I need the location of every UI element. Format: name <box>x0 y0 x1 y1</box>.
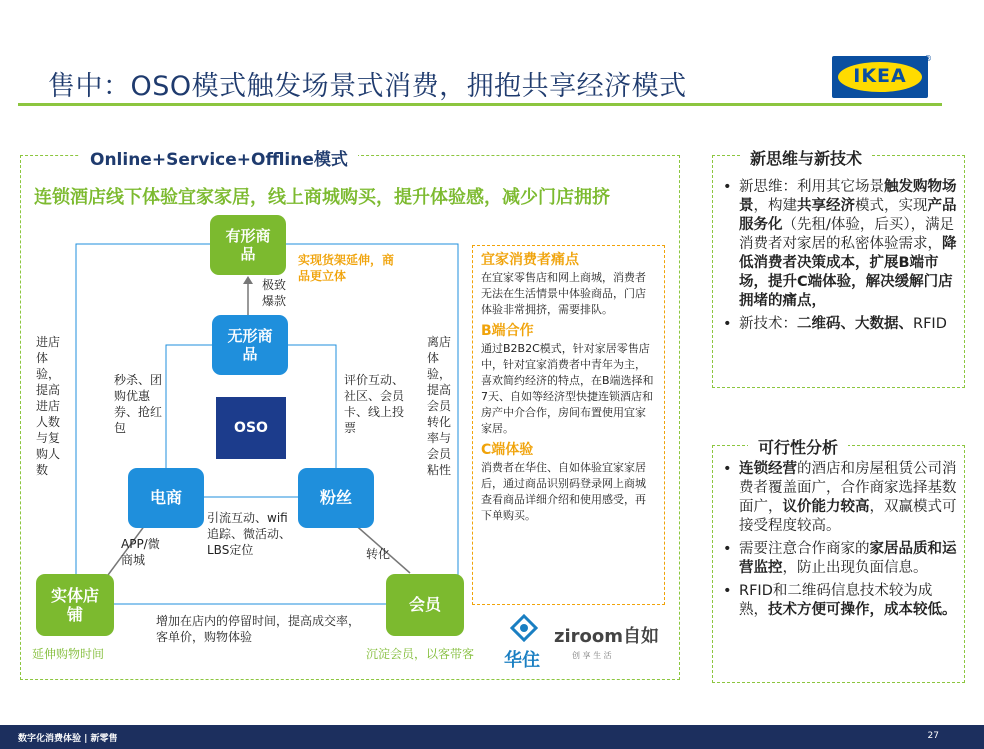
list-item <box>717 315 960 334</box>
body-text: ，构建 <box>753 198 797 214</box>
bold-text: 议价能力较高 <box>782 499 870 515</box>
b-side-text: 通过B2B2C模式，针对家居零售店中，针对宜家消费者中青年为主，喜欢简约经济的特点，在B端选择和7天、自如等经济型快捷连锁酒店和房产中介合作，房间布置使用宜家家居。 <box>481 342 654 435</box>
bold-text: 二维码、大数据、 <box>797 316 913 332</box>
footer-bar <box>0 725 984 749</box>
diagram-headline: 连锁酒店线下体验宜家家居，线上商城购买，提升体验感，减少门店拥挤 <box>34 187 610 208</box>
label-offstore-experience: 离店体验，提高会员转化率与会员粘性 <box>427 335 452 477</box>
label-member-retention: 沉淀会员，以客带客 <box>366 647 475 661</box>
node-intangible-goods: 无形商品 <box>212 315 288 375</box>
bold-text: 技术方便可操作，成本较低。 <box>768 602 957 618</box>
body-text: RFID和二维码信息技术较为成熟， <box>739 583 933 618</box>
node-fans: 粉丝 <box>298 468 374 528</box>
bold-text: 产品服务化 <box>739 198 957 233</box>
node-ecommerce: 电商 <box>128 468 204 528</box>
label-shelf-extension: 实现货架延伸，商品更立体 <box>298 253 395 283</box>
label-store-benefits: 增加在店内的停留时间，提高成交率，客单价，购物体验 <box>156 614 361 644</box>
bold-text: 触发购物场景 <box>739 179 957 214</box>
ziroom-tagline: 创 享 生 活 <box>572 651 612 660</box>
label-conversion: 转化 <box>366 547 391 561</box>
body-text: （先租/体验，后买），满足消费者对家居的私密体验需求， <box>739 217 955 252</box>
body-text: 新技术： <box>739 316 797 332</box>
label-instore-experience: 进店体验，提高进店人数与复购人数 <box>36 335 61 477</box>
label-explosive-items: 极致爆款 <box>262 278 287 308</box>
body-text: 的酒店和房屋租赁公司消费者覆盖面广，合作商家选择基数面广， <box>739 461 957 515</box>
page-number: 27 <box>927 731 939 741</box>
pain-point-text: 在宜家零售店和网上商城，消费者无法在生活情景中体验商品，门店体验非常拥挤，需要排队。 <box>481 271 646 316</box>
body-text: 新思维：利用其它场景 <box>739 179 884 195</box>
feasibility-panel <box>712 445 965 683</box>
page-title: 售中：OSO模式触发场景式消费，拥抱共享经济模式 <box>48 71 687 102</box>
ziroom-brand: ziroom自如 <box>554 626 660 647</box>
list-item <box>717 460 960 536</box>
body-text: 模式，实现 <box>855 198 928 214</box>
body-text: ，双赢模式可接受程度较高。 <box>739 499 957 534</box>
list-item <box>717 540 960 578</box>
logo-registered-mark: ® <box>924 54 932 63</box>
bold-text: 共享经济 <box>797 198 855 214</box>
pain-point-heading: 宜家消费者痛点 <box>481 252 579 268</box>
body-text: RFID <box>913 316 947 332</box>
feasibility-title: 可行性分析 <box>748 435 848 458</box>
new-thinking-title: 新思维与新技术 <box>740 146 872 169</box>
new-thinking-panel <box>712 155 965 388</box>
logo-text: IKEA <box>853 65 907 87</box>
label-extend-time: 延伸购物时间 <box>32 647 105 661</box>
node-tangible-goods: 有形商品 <box>210 215 286 275</box>
arrowhead-up <box>243 276 253 284</box>
node-member: 会员 <box>386 574 464 636</box>
body-text: ，防止出现负面信息。 <box>782 560 928 576</box>
c-side-text: 消费者在华住、自如体验宜家家居后，通过商品识别码登录网上商城查看商品详细介绍和使用感受，再下单购买。 <box>481 461 646 522</box>
label-promotions: 秒杀、团购优惠券、抢红包 <box>114 373 163 435</box>
huazhu-logo-icon <box>510 614 538 642</box>
list-item <box>717 178 960 311</box>
bold-text: 降低消费者决策成本，扩展B端市场，提升C端体验，解决缓解门店拥堵的痛点， <box>739 236 957 309</box>
node-oso: OSO <box>216 397 286 459</box>
bold-text: 连锁经营 <box>739 461 797 477</box>
new-thinking-list <box>717 178 960 334</box>
body-text: 需要注意合作商家的 <box>739 541 870 557</box>
label-app: APP/微商城 <box>121 537 160 567</box>
list-item <box>717 582 960 620</box>
info-box <box>472 245 665 605</box>
footer-label: 数字化消费体验 | 新零售 <box>18 734 118 744</box>
c-side-heading: C端体验 <box>481 442 534 458</box>
feasibility-list <box>717 460 960 620</box>
node-physical-store: 实体店铺 <box>36 574 114 636</box>
label-social-interaction: 评价互动、社区、会员卡、线上投票 <box>344 373 405 435</box>
huazhu-brand: 华住 <box>504 650 540 671</box>
bold-text: 家居品质和运营监控 <box>739 541 957 576</box>
label-traffic-tools: 引流互动、wifi追踪、微活动、LBS定位 <box>207 511 292 557</box>
b-side-heading: B端合作 <box>481 323 534 339</box>
oso-frame-title: Online+Service+Offline模式 <box>80 145 358 170</box>
